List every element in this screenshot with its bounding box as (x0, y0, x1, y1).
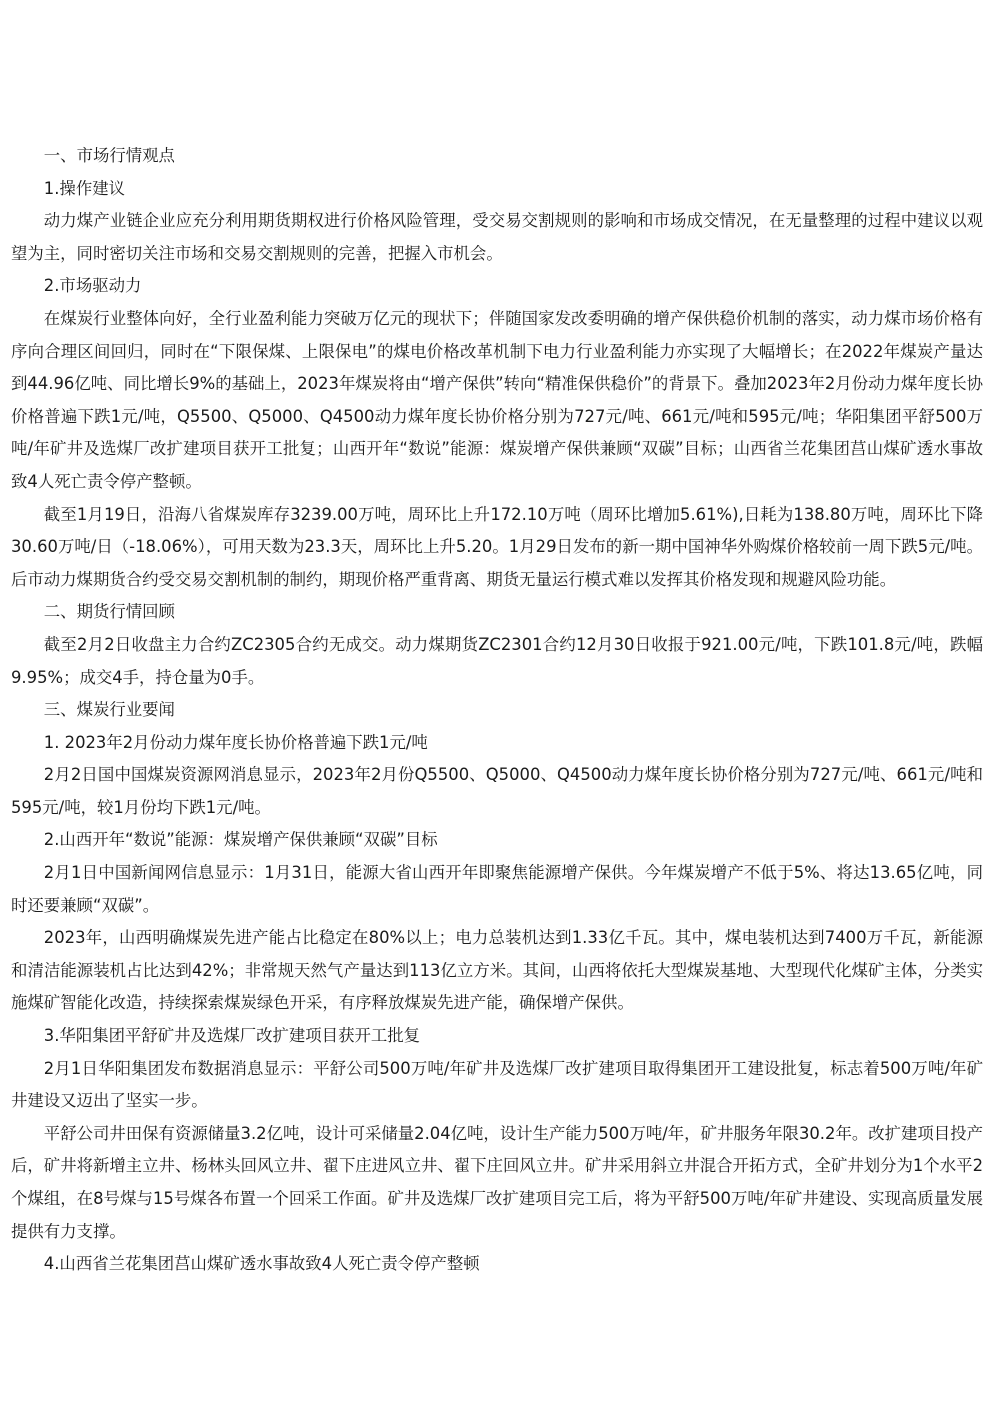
news-heading-3: 3.华阳集团平舒矿井及选煤厂改扩建项目获开工批复 (43, 1026, 421, 1046)
paragraph-futures-review: 截至2月2日收盘主力合约ZC2305合约无成交。动力煤期货ZC2301合约12月30日收报于921.00元/吨，下跌101.8元/吨，跌幅9.95%；成交4手，持仓量为0手。 (11, 634, 983, 687)
article-body (11, 140, 983, 1281)
section-heading-market-view: 一、市场行情观点 (43, 146, 175, 165)
news-paragraph-3b: 平舒公司井田保有资源储量3.2亿吨，设计可采储量2.04亿吨，设计生产能力500万吨/年，矿井服务年限30.2年。改扩建项目投产后，矿井将新增主立井、杨林头回风立井、翟下庄进风立井、翟下庄回风立井。矿井采用斜立井混合开拓方式，全矿井划分为1个水平2个煤组，在8号煤与15号煤各布置一个回采工作面。矿井及选煤厂改扩建项目完工后，将为平舒500万吨/年矿井建设、实现高质量发展提供有力支撑。 (11, 1123, 983, 1241)
paragraph-market-drivers: 在煤炭行业整体向好，全行业盈利能力突破万亿元的现状下；伴随国家发改委明确的增产保供稳价机制的落实，动力煤市场价格有序向合理区间回归，同时在“下限保煤、上限保电”的煤电价格改革机制下电力行业盈利能力亦实现了大幅增长；在2022年煤炭产量达到44.96亿吨、同比增长9%的基础上，2023年煤炭将由“增产保供”转向“精准保供稳价”的背景下。叠加2023年2月份动力煤年度长协价格普遍下跌1元/吨，Q5500、Q5000、Q4500动力煤年度长协价格分别为727元/吨、661元/吨和595元/吨；华阳集团平舒500万吨/年矿井及选煤厂改扩建项目获开工批复；山西开年“数说”能源：煤炭增产保供兼顾“双碳”目标；山西省兰花集团莒山煤矿透水事故致4人死亡责令停产整顿。 (11, 308, 983, 491)
news-heading-4: 4.山西省兰花集团莒山煤矿透水事故致4人死亡责令停产整顿 (43, 1254, 480, 1274)
subheading-operation-advice: 1.操作建议 (43, 178, 125, 198)
news-paragraph-1: 2月2日国中国煤炭资源网消息显示，2023年2月份Q5500、Q5000、Q4500动力煤年度长协价格分别为727元/吨、661元/吨和595元/吨，较1月份均下跌1元/吨。 (11, 765, 983, 817)
news-heading-1: 1. 2023年2月份动力煤年度长协价格普遍下跌1元/吨 (43, 732, 428, 752)
section-heading-industry-news: 三、煤炭行业要闻 (43, 700, 175, 720)
paragraph-inventory: 截至1月19日，沿海八省煤炭库存3239.00万吨，周环比上升172.10万吨（周环比增加5.61%),日耗为138.80万吨，周环比下降30.60万吨/日（-18.06%），可用天数为23.3天，周环比上升5.20。1月29日发布的新一期中国神华外购煤价格较前一周下跌5元/吨。后市动力煤期货合约受交易交割机制的制约，期现价格严重背离、期货无量运行模式难以发挥其价格发现和规避风险功能。 (11, 504, 983, 589)
paragraph-operation-advice: 动力煤产业链企业应充分利用期货期权进行价格风险管理，受交易交割规则的影响和市场成交情况，在无量整理的过程中建议以观望为主，同时密切关注市场和交易交割规则的完善，把握入市机会。 (11, 211, 983, 263)
section-heading-futures-review: 二、期货行情回顾 (43, 602, 175, 622)
news-heading-2: 2.山西开年“数说”能源：煤炭增产保供兼顾“双碳”目标 (43, 830, 438, 850)
news-paragraph-3a: 2月1日华阳集团发布数据消息显示：平舒公司500万吨/年矿井及选煤厂改扩建项目取得集团开工建设批复，标志着500万吨/年矿井建设又迈出了坚实一步。 (11, 1058, 983, 1111)
news-paragraph-2b: 2023年，山西明确煤炭先进产能占比稳定在80%以上；电力总装机达到1.33亿千瓦。其中，煤电装机达到7400万千瓦，新能源和清洁能源装机占比达到42%；非常规天然气产量达到113亿立方米。其间，山西将依托大型煤炭基地、大型现代化煤矿主体，分类实施煤矿智能化改造，持续探索煤炭绿色开采，有序释放煤炭先进产能，确保增产保供。 (11, 928, 983, 1013)
news-paragraph-2a: 2月1日中国新闻网信息显示：1月31日，能源大省山西开年即聚焦能源增产保供。今年煤炭增产不低于5%、将达13.65亿吨，同时还要兼顾“双碳”。 (11, 863, 983, 915)
subheading-market-drivers: 2.市场驱动力 (43, 276, 142, 296)
